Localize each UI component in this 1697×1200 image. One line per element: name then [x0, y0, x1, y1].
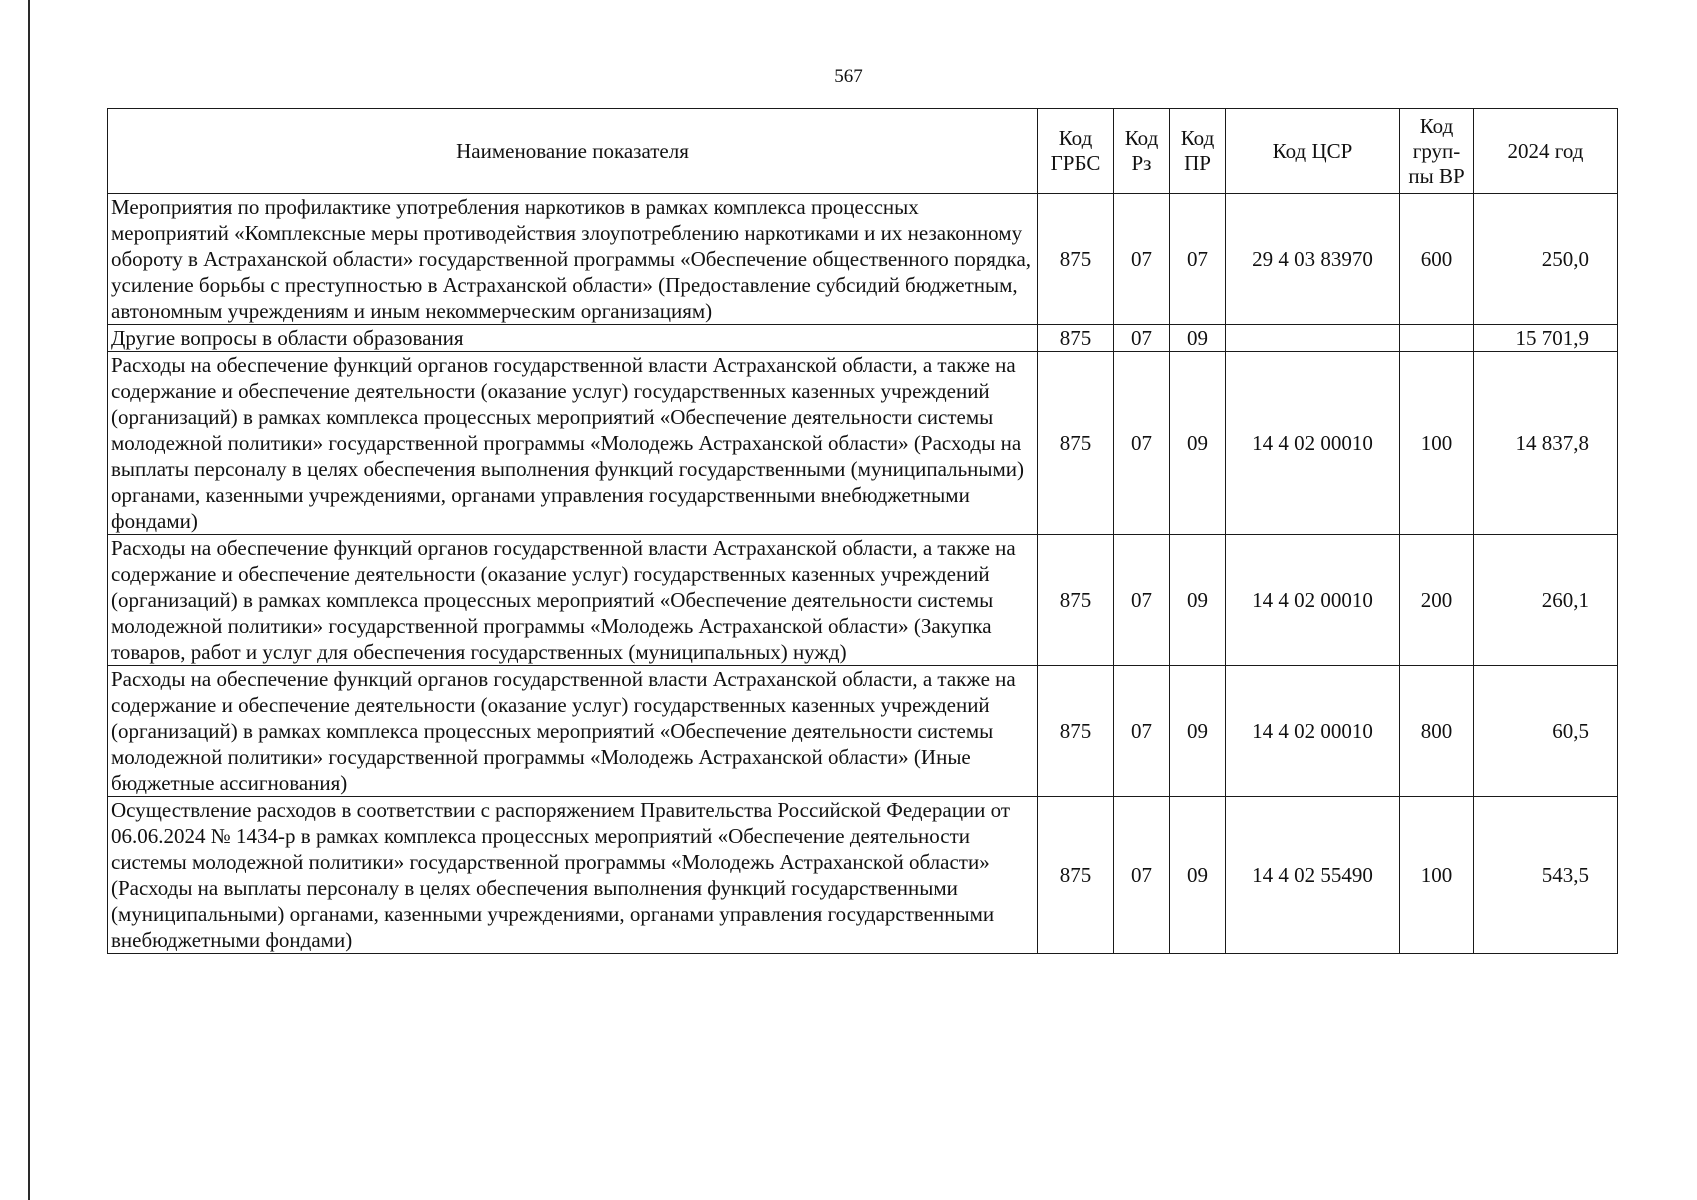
row-pr: 09	[1170, 797, 1226, 954]
row-grbs: 875	[1038, 194, 1114, 325]
header-name: Наименование показателя	[108, 109, 1038, 194]
row-name: Другие вопросы в области образования	[108, 325, 1038, 352]
row-name: Мероприятия по профилактике употребления наркотиков в рамках комплекса процессных мероприятий «Комплексные меры противодействия злоупотреблению наркотиками и их незаконному обороту в Астраханской области» государственной программы «Обеспечение общественного порядка, усиление борьбы с преступностью в Астраханской области» (Предоставление субсидий бюджетным, автономным учреждениям и иным некоммерческим организациям)	[108, 194, 1038, 325]
table-row	[108, 325, 1618, 352]
row-pr: 07	[1170, 194, 1226, 325]
row-rz: 07	[1114, 797, 1170, 954]
row-name: Расходы на обеспечение функций органов государственной власти Астраханской области, а также на содержание и обеспечение деятельности (оказание услуг) государственных казенных учреждений (организаций) в рамках комплекса процессных мероприятий «Обеспечение деятельности системы молодежной политики» государственной программы «Молодежь Астраханской области» (Расходы на выплаты персоналу в целях обеспечения выполнения функций государственными (муниципальными) органами, казенными учреждениями, органами управления государственными внебюджетными фондами)	[108, 352, 1038, 535]
row-grbs: 875	[1038, 797, 1114, 954]
row-vr: 200	[1400, 535, 1474, 666]
header-csr: Код ЦСР	[1226, 109, 1400, 194]
row-rz: 07	[1114, 194, 1170, 325]
row-csr: 14 4 02 00010	[1226, 352, 1400, 535]
row-amount: 14 837,8	[1474, 352, 1618, 535]
row-grbs: 875	[1038, 352, 1114, 535]
table-row	[108, 352, 1618, 535]
row-amount: 250,0	[1474, 194, 1618, 325]
budget-table	[107, 108, 1618, 954]
row-amount: 543,5	[1474, 797, 1618, 954]
row-grbs: 875	[1038, 535, 1114, 666]
table-body	[108, 194, 1618, 954]
row-pr: 09	[1170, 666, 1226, 797]
row-csr	[1226, 325, 1400, 352]
row-vr: 800	[1400, 666, 1474, 797]
row-pr: 09	[1170, 352, 1226, 535]
row-vr: 100	[1400, 797, 1474, 954]
row-rz: 07	[1114, 535, 1170, 666]
table-row	[108, 535, 1618, 666]
row-rz: 07	[1114, 666, 1170, 797]
row-csr: 14 4 02 55490	[1226, 797, 1400, 954]
header-rz: Код Рз	[1114, 109, 1170, 194]
table-header	[108, 109, 1618, 194]
header-vr: Код груп-пы ВР	[1400, 109, 1474, 194]
row-grbs: 875	[1038, 325, 1114, 352]
row-csr: 29 4 03 83970	[1226, 194, 1400, 325]
row-name: Расходы на обеспечение функций органов государственной власти Астраханской области, а также на содержание и обеспечение деятельности (оказание услуг) государственных казенных учреждений (организаций) в рамках комплекса процессных мероприятий «Обеспечение деятельности системы молодежной политики» государственной программы «Молодежь Астраханской области» (Закупка товаров, работ и услуг для обеспечения государственных (муниципальных) нужд)	[108, 535, 1038, 666]
header-pr: Код ПР	[1170, 109, 1226, 194]
row-amount: 60,5	[1474, 666, 1618, 797]
row-grbs: 875	[1038, 666, 1114, 797]
row-vr	[1400, 325, 1474, 352]
row-amount: 260,1	[1474, 535, 1618, 666]
header-year: 2024 год	[1474, 109, 1618, 194]
header-row	[108, 109, 1618, 194]
row-vr: 100	[1400, 352, 1474, 535]
row-amount: 15 701,9	[1474, 325, 1618, 352]
row-csr: 14 4 02 00010	[1226, 666, 1400, 797]
row-pr: 09	[1170, 325, 1226, 352]
table-row	[108, 797, 1618, 954]
row-rz: 07	[1114, 325, 1170, 352]
header-grbs: Код ГРБС	[1038, 109, 1114, 194]
page-number: 567	[834, 66, 863, 87]
scan-edge-line	[28, 0, 30, 1200]
row-vr: 600	[1400, 194, 1474, 325]
row-csr: 14 4 02 00010	[1226, 535, 1400, 666]
row-name: Осуществление расходов в соответствии с распоряжением Правительства Российской Федерации от 06.06.2024 № 1434-р в рамках комплекса процессных мероприятий «Обеспечение деятельности системы молодежной политики» государственной программы «Молодежь Астраханской области» (Расходы на выплаты персоналу в целях обеспечения выполнения функций государственными (муниципальными) органами, казенными учреждениями, органами управления государственными внебюджетными фондами)	[108, 797, 1038, 954]
table-row	[108, 194, 1618, 325]
table-row	[108, 666, 1618, 797]
row-pr: 09	[1170, 535, 1226, 666]
row-name: Расходы на обеспечение функций органов государственной власти Астраханской области, а также на содержание и обеспечение деятельности (оказание услуг) государственных казенных учреждений (организаций) в рамках комплекса процессных мероприятий «Обеспечение деятельности системы молодежной политики» государственной программы «Молодежь Астраханской области» (Иные бюджетные ассигнования)	[108, 666, 1038, 797]
row-rz: 07	[1114, 352, 1170, 535]
